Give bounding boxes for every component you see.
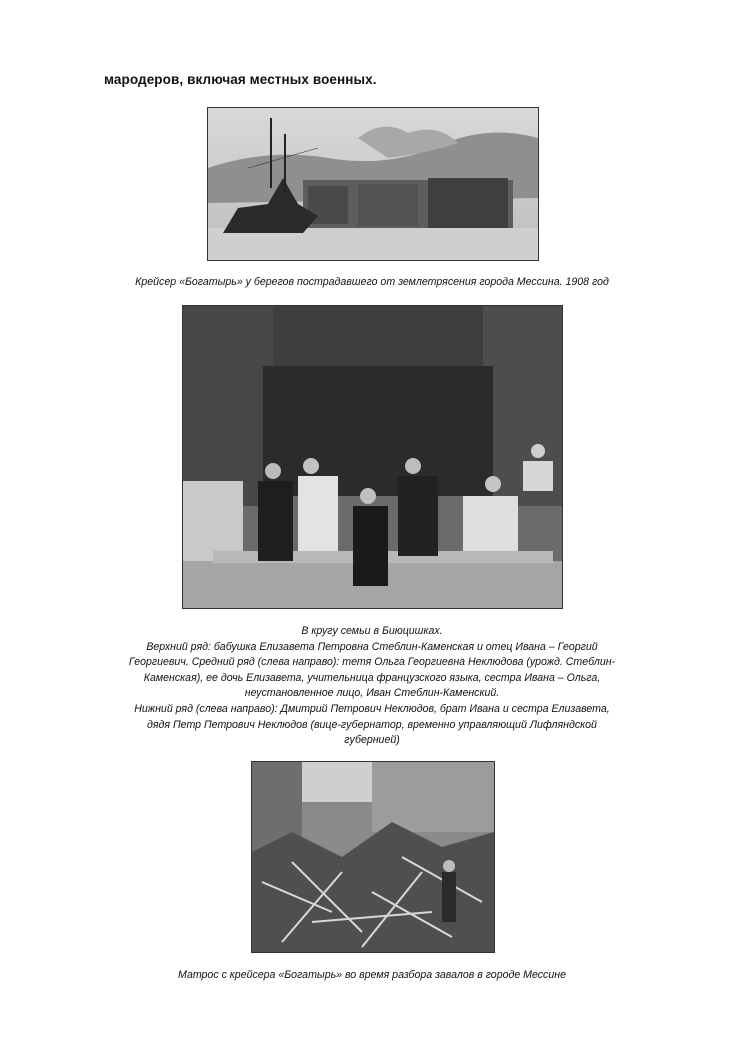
caption-family [80, 624, 664, 749]
caption-line: Каменская), ее дочь Елизавета, учительница французского языка, сестра Ивана – Ольга, [143, 671, 601, 684]
body-text-line: мародеров, включая местных военных. [104, 72, 377, 87]
caption-line: В кругу семьи в Биюцишках. [301, 625, 443, 637]
caption-line: Нижний ряд (слева направо): Дмитрий Петрович Неклюдов, брат Ивана и сестра Елизавета, [134, 702, 610, 715]
caption-cruiser [80, 275, 664, 291]
photo-cruiser-messina [207, 107, 539, 261]
caption-line: Крейсер «Богатырь» у берегов пострадавшего от землетрясения города Мессина. 1908 год [135, 276, 609, 288]
caption-line: Георгиевич. Средний ряд (слева направо): тетя Ольга Георгиевна Неклюдова (урожд. Стеблин- [128, 656, 616, 669]
caption-sailor [80, 968, 664, 984]
caption-line: губернией) [344, 734, 400, 747]
photo-family-group [182, 305, 563, 609]
caption-line: Верхний ряд: бабушка Елизавета Петровна Стеблин-Каменская и отец Ивана – Георгий [146, 640, 598, 653]
caption-line: дядя Петр Петрович Неклюдов (вице-губернатор, временно управляющий Лифляндской [147, 718, 597, 731]
caption-line: неустановленное лицо, Иван Стеблин-Каменский. [244, 687, 500, 700]
photo-sailor-ruins [251, 761, 495, 953]
caption-line: Матрос с крейсера «Богатырь» во время разбора завалов в городе Мессине [178, 969, 566, 981]
